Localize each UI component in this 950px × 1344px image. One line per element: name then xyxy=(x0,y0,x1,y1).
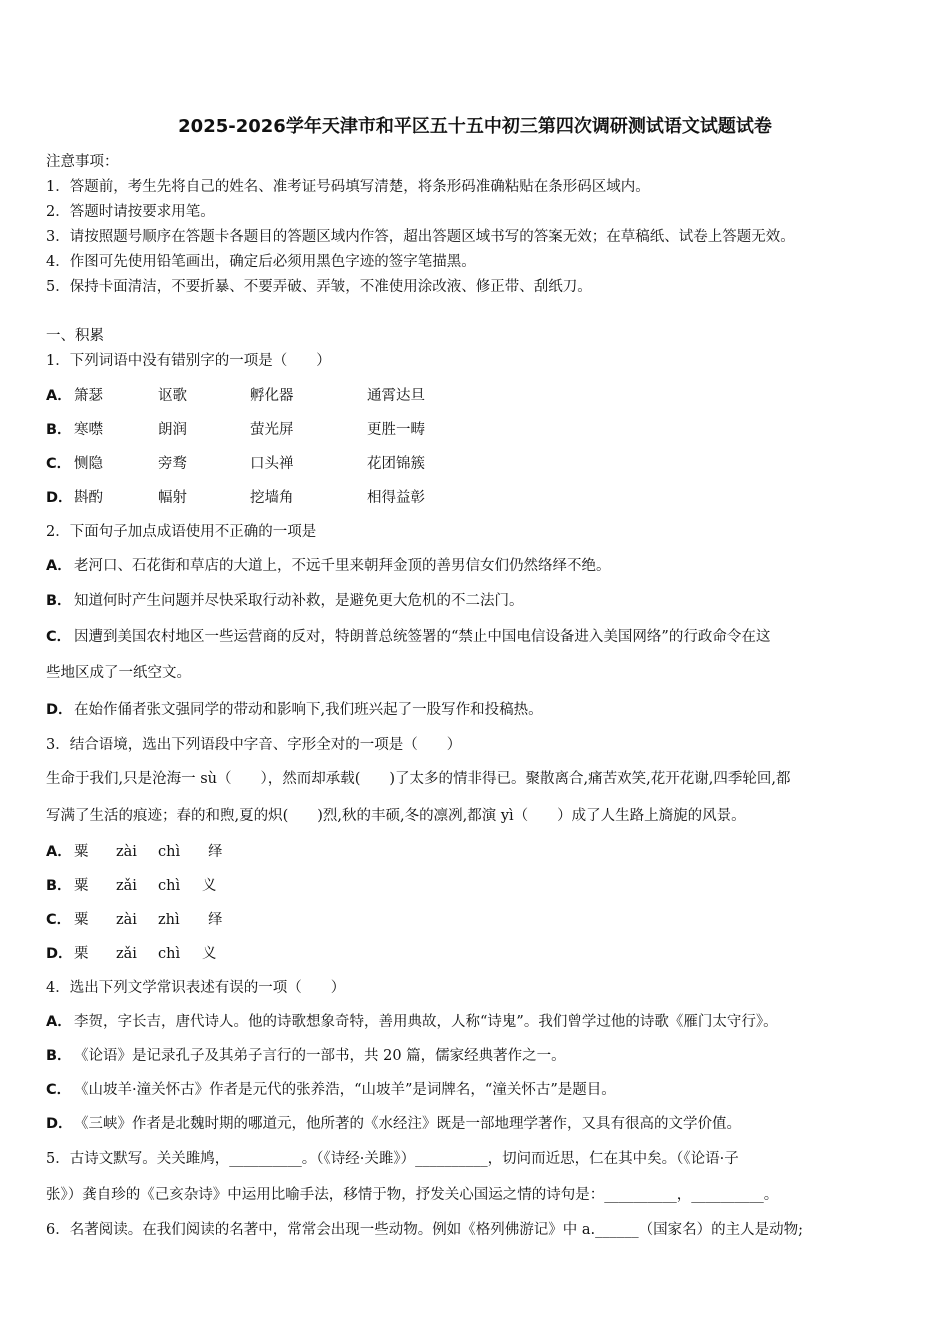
notice-item-5: 5．保持卡面清洁，不要折暴、不要弄破、弄皱，不准使用涂改液、修正带、刮纸刀。 xyxy=(46,279,592,295)
q1-option-d xyxy=(46,488,425,508)
q2-stem: 2．下面句子加点成语使用不正确的一项是 xyxy=(46,524,317,540)
q3-passage-2: 写满了生活的痕迹；春的和煦,夏的炽( )烈,秋的丰硕,冬的凛冽,都演 yì（ ）成了人生路上旖旎的风景。 xyxy=(46,808,746,824)
q2-option-d xyxy=(46,700,543,720)
q5-line-1: 5．古诗文默写。关关雎鸠，__________。（《诗经·关雎》）__________，切问而近思，仁在其中矣。（《论语·子 xyxy=(46,1151,739,1167)
q2-option-a xyxy=(46,556,611,576)
option-word: 更胜一畴 xyxy=(367,422,425,438)
option-word: 讴歌 xyxy=(158,388,187,404)
option-label: A． xyxy=(46,558,72,574)
q2-option-c xyxy=(46,627,770,647)
option-label: C． xyxy=(46,456,72,472)
option-pinyin: zhì xyxy=(158,912,180,928)
option-text: 在始作俑者张文强同学的带动和影响下,我们班兴起了一股写作和投稿热。 xyxy=(74,702,543,718)
option-text: 《三峡》作者是北魏时期的哪道元，他所著的《水经注》既是一部地理学著作，又具有很高的文学价值。 xyxy=(74,1116,741,1132)
option-pinyin: chì xyxy=(158,878,181,894)
q6-line-1: 6．名著阅读。在我们阅读的名著中，常常会出现一些动物。例如《格列佛游记》中 a.______（国家名）的主人是动物; xyxy=(46,1222,803,1238)
option-text: 知道何时产生问题并尽快采取行动补救，是避免更大危机的不二法门。 xyxy=(74,593,524,609)
option-char: 栗 xyxy=(74,946,89,962)
notice-heading: 注意事项： xyxy=(46,154,119,170)
option-word: 相得益彰 xyxy=(367,490,425,506)
option-label: B． xyxy=(46,1048,72,1064)
option-word: 花团锦簇 xyxy=(367,456,425,472)
option-label: B． xyxy=(46,878,72,894)
option-label: A． xyxy=(46,1014,72,1030)
q1-stem: 1．下列词语中没有错别字的一项是（ ） xyxy=(46,353,331,369)
q3-option-c xyxy=(46,910,223,930)
option-char: 义 xyxy=(202,878,217,894)
option-label: D． xyxy=(46,702,73,718)
option-word: 通霄达旦 xyxy=(367,388,425,404)
q4-option-c xyxy=(46,1080,616,1100)
option-label: C． xyxy=(46,629,72,645)
option-word: 寒噤 xyxy=(74,422,103,438)
q4-option-d xyxy=(46,1114,741,1134)
option-text: 《论语》是记录孔子及其弟子言行的一部书，共 20 篇，儒家经典著作之一。 xyxy=(74,1048,566,1064)
option-char: 粟 xyxy=(74,912,89,928)
option-label: A． xyxy=(46,388,72,404)
option-char: 绎 xyxy=(208,912,223,928)
option-char: 粟 xyxy=(74,878,89,894)
notice-item-4: 4．作图可先使用铅笔画出，确定后必须用黑色字迹的签字笔描黑。 xyxy=(46,254,476,270)
option-pinyin: zǎi xyxy=(116,946,137,962)
q2-option-b xyxy=(46,591,524,611)
notice-item-1: 1．答题前，考生先将自己的姓名、准考证号码填写清楚，将条形码准确粘贴在条形码区域内。 xyxy=(46,179,650,195)
option-word: 孵化器 xyxy=(250,388,294,404)
option-word: 旁骛 xyxy=(158,456,187,472)
q3-option-d xyxy=(46,944,217,964)
q1-option-b xyxy=(46,420,425,440)
q3-stem: 3．结合语境，选出下列语段中字音、字形全对的一项是（ ） xyxy=(46,737,462,753)
option-word: 幅射 xyxy=(158,490,187,506)
option-word: 口头禅 xyxy=(250,456,294,472)
q4-option-b xyxy=(46,1046,566,1066)
q4-option-a xyxy=(46,1012,778,1032)
q3-option-b xyxy=(46,876,217,896)
option-label: C． xyxy=(46,1082,72,1098)
page-title: 2025-2026学年天津市和平区五十五中初三第四次调研测试语文试题试卷 xyxy=(178,116,772,137)
option-text: 《山坡羊·潼关怀古》作者是元代的张养浩，“山坡羊”是词牌名，“潼关怀古”是题目。 xyxy=(74,1082,616,1098)
option-word: 萤光屏 xyxy=(250,422,294,438)
option-text: 因遭到美国农村地区一些运营商的反对，特朗普总统签署的“禁止中国电信设备进入美国网络”的行政命令在这 xyxy=(74,629,771,645)
option-pinyin: zǎi xyxy=(116,878,137,894)
option-text: 李贺，字长吉，唐代诗人。他的诗歌想象奇特，善用典故，人称“诗鬼”。我们曾学过他的诗歌《雁门太守行》。 xyxy=(74,1014,778,1030)
option-pinyin: chì xyxy=(158,844,181,860)
notice-item-3: 3．请按照题号顺序在答题卡各题目的答题区域内作答，超出答题区域书写的答案无效；在草稿纸、试卷上答题无效。 xyxy=(46,229,795,245)
option-pinyin: zài xyxy=(116,912,137,928)
option-word: 斟酌 xyxy=(74,490,103,506)
q1-option-c xyxy=(46,454,425,474)
q2-option-c-cont: 些地区成了一纸空文。 xyxy=(46,665,191,681)
option-char: 绎 xyxy=(208,844,223,860)
option-label: B． xyxy=(46,422,72,438)
q3-option-a xyxy=(46,842,223,862)
q3-passage-1: 生命于我们,只是沧海一 sù（ ），然而却承载( )了太多的情非得已。聚散离合,痛苦欢笑,花开花谢,四季轮回,都 xyxy=(46,771,791,787)
q5-line-2: 张》）龚自珍的《己亥杂诗》中运用比喻手法，移情于物，抒发关心国运之情的诗句是：__________，__________。 xyxy=(46,1187,779,1203)
option-word: 恻隐 xyxy=(74,456,103,472)
option-pinyin: chì xyxy=(158,946,181,962)
option-label: A． xyxy=(46,844,72,860)
option-word: 朗润 xyxy=(158,422,187,438)
q1-option-a xyxy=(46,386,425,406)
option-label: D． xyxy=(46,946,73,962)
q4-stem: 4．选出下列文学常识表述有误的一项（ ） xyxy=(46,980,346,996)
option-label: C． xyxy=(46,912,72,928)
option-label: D． xyxy=(46,1116,73,1132)
option-word: 挖墙角 xyxy=(250,490,294,506)
section-heading: 一、积累 xyxy=(46,328,104,344)
option-label: B． xyxy=(46,593,72,609)
option-label: D． xyxy=(46,490,73,506)
option-word: 箫瑟 xyxy=(74,388,103,404)
option-pinyin: zài xyxy=(116,844,137,860)
option-char: 义 xyxy=(202,946,217,962)
option-char: 粟 xyxy=(74,844,89,860)
notice-item-2: 2．答题时请按要求用笔。 xyxy=(46,204,215,220)
option-text: 老河口、石花街和草店的大道上，不远千里来朝拜金顶的善男信女们仍然络绎不绝。 xyxy=(74,558,611,574)
